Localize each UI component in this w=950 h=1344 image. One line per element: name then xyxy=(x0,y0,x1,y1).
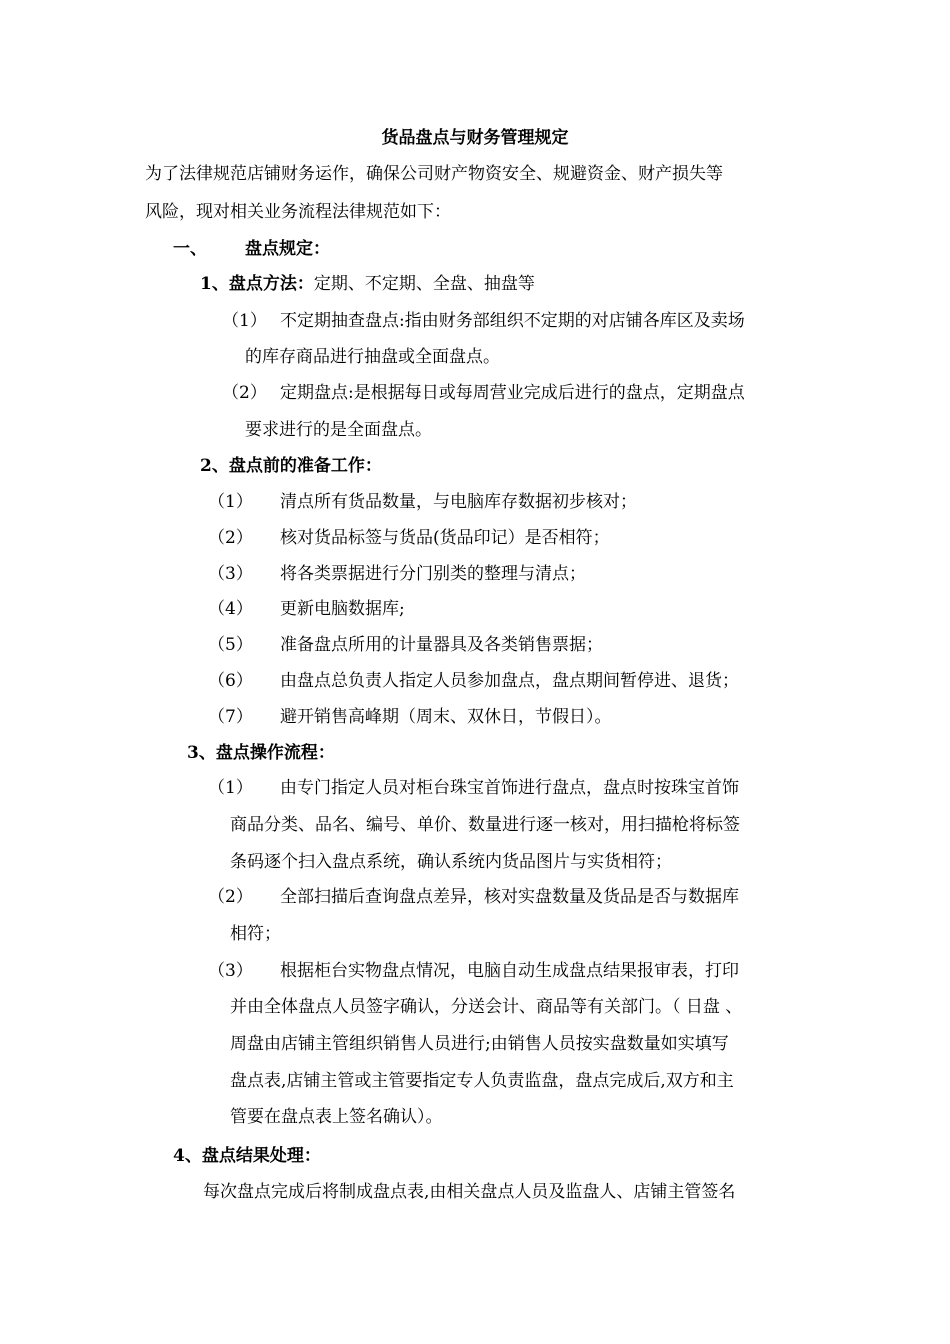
item2-sub1-text: 清点所有货品数量，与电脑库存数据初步核对； xyxy=(280,492,637,512)
item1-sub1-line1: 不定期抽查盘点:指由财务部组织不定期的对店铺各库区及卖场 xyxy=(280,311,745,331)
item3-sub1-line1: 由专门指定人员对柜台珠宝首饰进行盘点，盘点时按珠宝首饰 xyxy=(280,778,739,798)
item2-sub1-num: （1） xyxy=(208,492,253,512)
item1-sub1-num: （1） xyxy=(222,311,267,331)
section-heading: 盘点规定： xyxy=(245,239,330,259)
item2-sub5-text: 准备盘点所用的计量器具及各类销售票据； xyxy=(280,635,603,655)
item3-sub1-line3: 条码逐个扫入盘点系统，确认系统内货品图片与实货相符； xyxy=(230,852,672,872)
item1-sub2-line1: 定期盘点:是根据每日或每周营业完成后进行的盘点，定期盘点 xyxy=(280,383,745,403)
item1-sub2-line2: 要求进行的是全面盘点。 xyxy=(245,420,432,440)
item3-sub3-line5: 管要在盘点表上签名确认）。 xyxy=(230,1107,443,1127)
item2-sub7-num: （7） xyxy=(208,707,253,727)
item1-label: 1、盘点方法： xyxy=(200,274,314,294)
item2-sub3-num: （3） xyxy=(208,564,253,584)
item3-sub3-line4: 盘点表,店铺主管或主管要指定专人负责监盘，盘点完成后,双方和主 xyxy=(230,1071,734,1091)
item3-sub2-num: （2） xyxy=(208,887,253,907)
item1-sub2-num: （2） xyxy=(222,383,267,403)
item3-sub2-line1: 全部扫描后查询盘点差异，核对实盘数量及货品是否与数据库 xyxy=(280,887,739,907)
item4-label: 4、盘点结果处理： xyxy=(173,1146,321,1166)
item1-line xyxy=(200,273,535,295)
item2-sub2-num: （2） xyxy=(208,528,253,548)
item2-sub7-text: 避开销售高峰期（周末、双休日，节假日）。 xyxy=(280,707,612,727)
item1-text: 定期、不定期、全盘、抽盘等 xyxy=(313,274,535,294)
item3-sub3-line3: 周盘由店铺主管组织销售人员进行;由销售人员按实盘数量如实填写 xyxy=(230,1034,729,1054)
item3-label: 3、盘点操作流程： xyxy=(187,743,335,763)
document-title: 货品盘点与财务管理规定 xyxy=(381,128,569,148)
item3-sub3-num: （3） xyxy=(208,961,253,981)
item4-text: 每次盘点完成后将制成盘点表,由相关盘点人员及监盘人、店铺主管签名 xyxy=(203,1182,736,1202)
item2-sub4-num: （4） xyxy=(208,599,253,619)
intro-line-2: 风险，现对相关业务流程法律规范如下： xyxy=(145,202,451,222)
item2-sub5-num: （5） xyxy=(208,635,253,655)
item2-sub6-text: 由盘点总负责人指定人员参加盘点，盘点期间暂停进、退货； xyxy=(280,671,739,691)
item3-sub3-line1: 根据柜台实物盘点情况，电脑自动生成盘点结果报审表，打印 xyxy=(280,961,739,981)
item2-sub2-text: 核对货品标签与货品(货品印记）是否相符； xyxy=(280,528,610,548)
item3-sub2-line2: 相符； xyxy=(230,924,281,944)
intro-line-1: 为了法律规范店铺财务运作，确保公司财产物资安全、规避资金、财产损失等 xyxy=(145,164,723,184)
item1-sub1-line2: 的库存商品进行抽盘或全面盘点。 xyxy=(245,347,500,367)
item3-sub1-line2: 商品分类、品名、编号、单价、数量进行逐一核对，用扫描枪将标签 xyxy=(230,815,740,835)
item2-sub6-num: （6） xyxy=(208,671,253,691)
item2-label: 2、盘点前的准备工作： xyxy=(200,456,382,476)
item3-sub1-num: （1） xyxy=(208,778,253,798)
section-number: 一、 xyxy=(173,239,207,259)
item2-sub4-text: 更新电脑数据库; xyxy=(280,599,405,619)
item2-sub3-text: 将各类票据进行分门别类的整理与清点； xyxy=(280,564,586,584)
item3-sub3-line2: 并由全体盘点人员签字确认，分送会计、商品等有关部门。（ 日盘 、 xyxy=(230,997,743,1017)
